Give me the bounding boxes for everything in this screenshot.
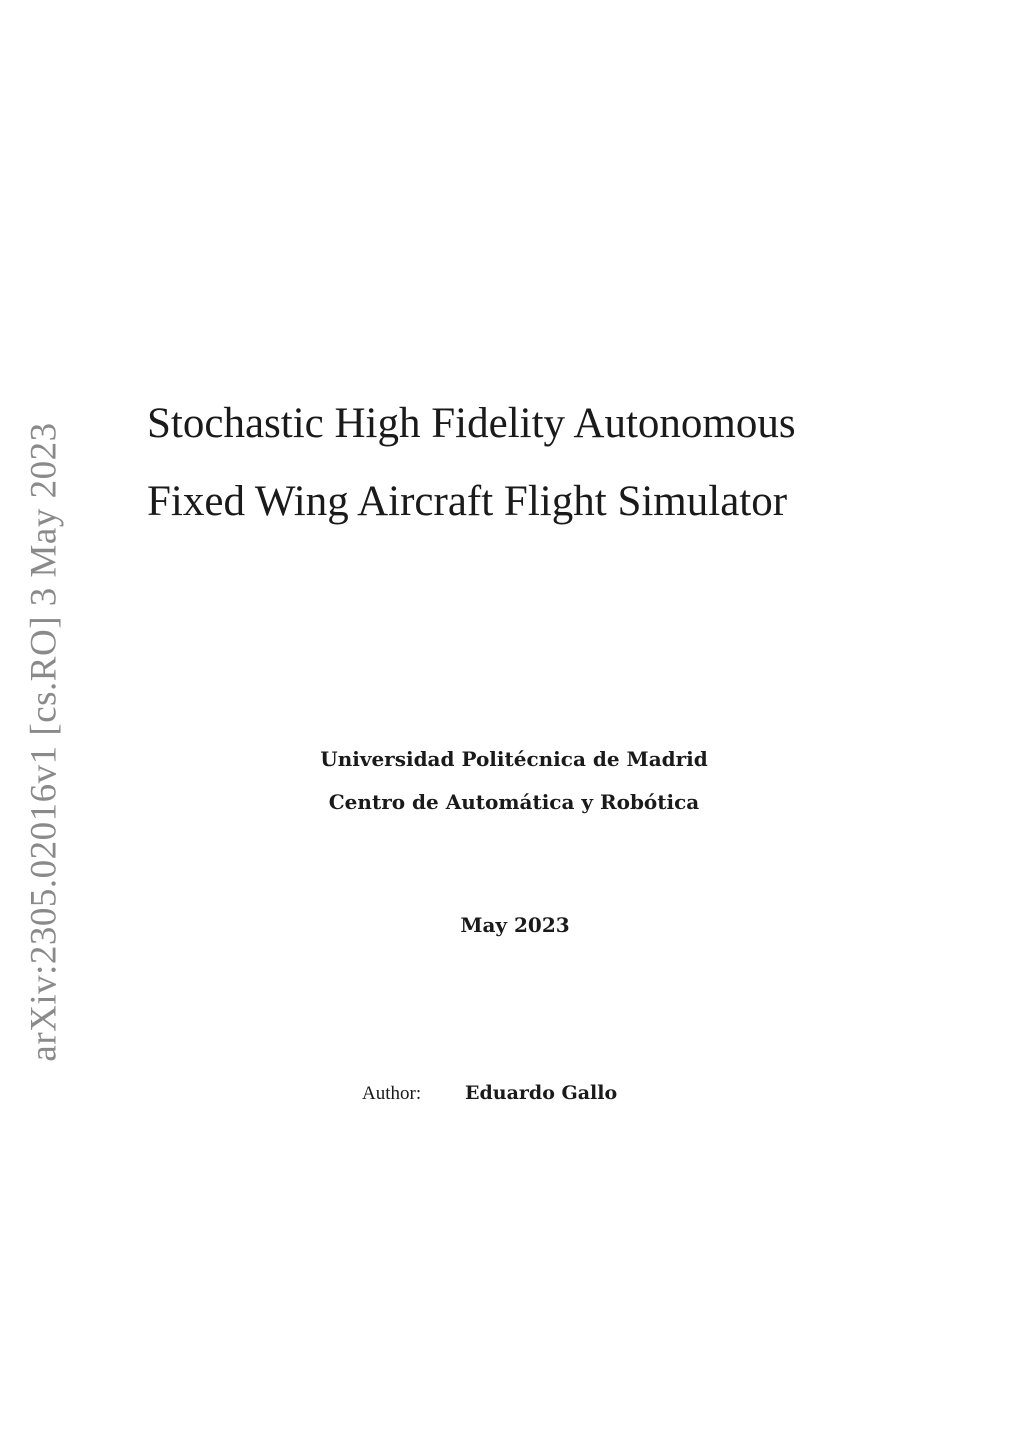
paper-title [147,385,907,541]
research-center-name: Centro de Automática y Robótica [328,790,700,814]
title-line-1: Stochastic High Fidelity Autonomous [147,400,796,447]
author-name: Eduardo Gallo [465,1082,618,1104]
author-label: Author: [362,1083,422,1104]
affiliation-block [0,738,1024,824]
university-name: Universidad Politécnica de Madrid [320,747,708,771]
publication-date: May 2023 [460,913,570,937]
arxiv-identifier-stamp: arXiv:2305.02016v1 [cs.RO] 3 May 2023 [23,422,65,1062]
author-row [362,1082,617,1105]
title-line-2: Fixed Wing Aircraft Flight Simulator [147,478,788,525]
